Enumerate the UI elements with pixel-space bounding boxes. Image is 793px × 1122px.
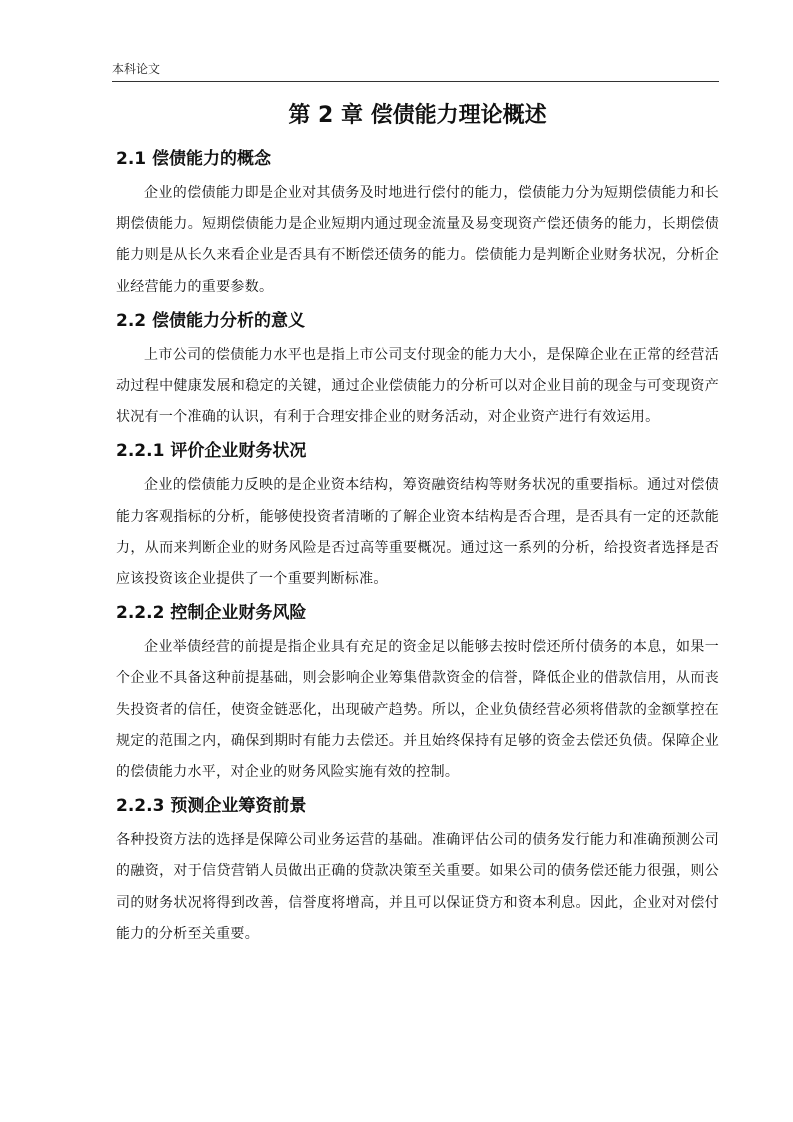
- page-body: [116, 100, 719, 955]
- section-paragraph-2-2-3: 各种投资方法的选择是保障公司业务运营的基础。准确评估公司的债务发行能力和准确预测公司的融资，对于信贷营销人员做出正确的贷款决策至关重要。如果公司的债务偿还能力很强，则公司的财务状况将得到改善，信誉度将增高，并且可以保证贷方和资本利息。因此，企业对对偿付能力的分析至关重要。: [116, 832, 719, 942]
- chapter-title: 第 2 章 偿债能力理论概述: [288, 103, 547, 128]
- header-rule: [112, 81, 719, 82]
- section-heading-2-2-2: 2.2.2 控制企业财务风险: [116, 603, 307, 624]
- section-heading-2-2-3: 2.2.3 预测企业筹资前景: [116, 796, 307, 817]
- section-heading-2-1: 2.1 偿债能力的概念: [116, 149, 272, 169]
- section-heading-2-2: 2.2 偿债能力分析的意义: [116, 310, 306, 331]
- section-paragraph-2-1: 企业的偿债能力即是企业对其债务及时地进行偿付的能力，偿债能力分为短期偿债能力和长期偿债能力。短期偿债能力是企业短期内通过现金流量及易变现资产偿还债务的能力，长期偿债能力则是从长久来看企业是否具有不断偿还债务的能力。偿债能力是判断企业财务状况，分析企业经营能力的重要参数。: [116, 185, 719, 295]
- section-heading-2-2-1: 2.2.1 评价企业财务状况: [116, 441, 307, 462]
- section-paragraph-2-2-1: 企业的偿债能力反映的是企业资本结构，筹资融资结构等财务状况的重要指标。通过对偿债能力客观指标的分析，能够使投资者清晰的了解企业资本结构是否合理，是否具有一定的还款能力，从而来判断企业的财务风险是否过高等重要概况。通过这一系列的分析，给投资者选择是否应该投资该企业提供了一个重要判断标准。: [116, 477, 719, 588]
- running-header: 本科论文: [112, 62, 161, 76]
- section-paragraph-2-2: 上市公司的偿债能力水平也是指上市公司支付现金的能力大小，是保障企业在正常的经营活动过程中健康发展和稳定的关键，通过企业偿债能力的分析可以对企业目前的现金与可变现资产状况有一个准确的认识，有利于合理安排企业的财务活动，对企业资产进行有效运用。: [116, 346, 719, 426]
- section-paragraph-2-2-2: 企业举债经营的前提是指企业具有充足的资金足以能够去按时偿还所付债务的本息，如果一个企业不具备这种前提基础，则会影响企业筹集借款资金的信誉，降低企业的借款信用，从而丧失投资者的信任，使资金链恶化，出现破产趋势。所以，企业负债经营必须将借款的金额掌控在规定的范围之内，确保到期时有能力去偿还。并且始终保持有足够的资金去偿还负债。保障企业的偿债能力水平，对企业的财务风险实施有效的控制。: [116, 639, 719, 781]
